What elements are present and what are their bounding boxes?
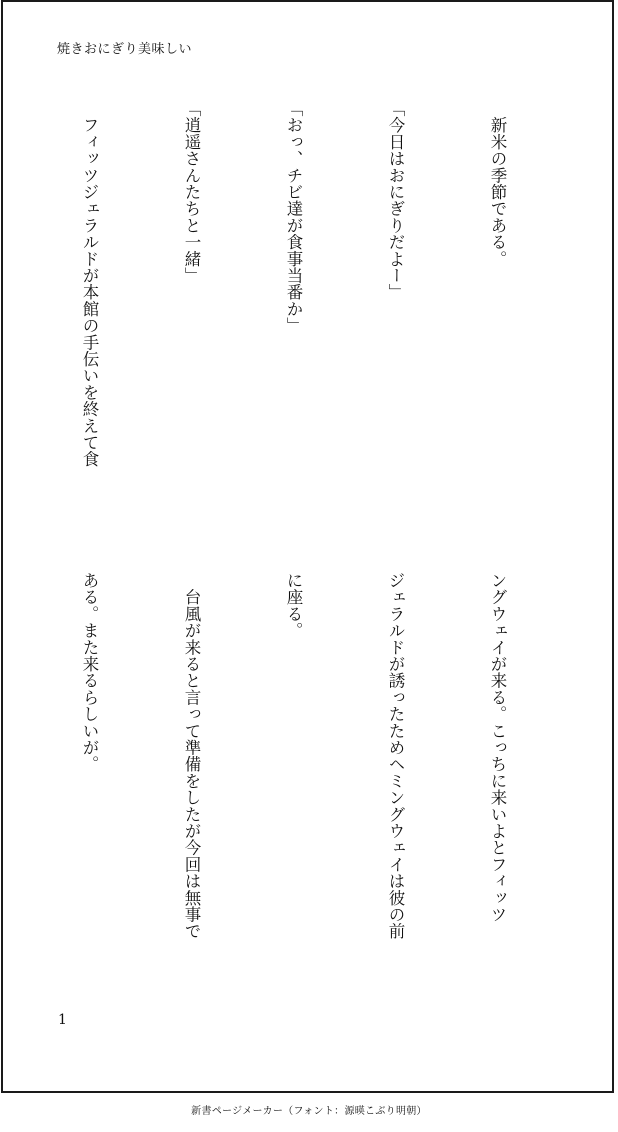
text-line: 台風が来ると言って準備をしたが今回は無事で bbox=[182, 572, 201, 940]
text-block-top bbox=[41, 100, 582, 530]
book-title: 焼きおにぎり美味しい bbox=[57, 42, 193, 57]
text-block-bottom bbox=[41, 572, 582, 1002]
text-line: 「おっ、チビ達が食事当番か」 bbox=[284, 100, 303, 334]
text-line: 「今日はおにぎりだよー」 bbox=[386, 100, 405, 301]
text-line: フィッツジェラルドが本館の手伝いを終えて食 bbox=[80, 100, 99, 468]
text-line: ジェラルドが誘ったためヘミングウェイは彼の前 bbox=[386, 572, 405, 940]
footer-caption: 新書ページメーカー（フォント：源暎こぶり明朝） bbox=[191, 1106, 427, 1117]
text-line: 新米の季節である。 bbox=[488, 100, 507, 267]
text-line: ある。また来るらしいが。 bbox=[80, 572, 99, 773]
text-line: に座る。 bbox=[284, 572, 303, 639]
text-line: 「逍遥さんたちと一緒」 bbox=[182, 100, 201, 284]
text-line: ングウェイが来る。こっちに来いよとフィッツ bbox=[488, 572, 507, 923]
page-number: 1 bbox=[58, 1012, 67, 1028]
page-frame bbox=[1, 0, 614, 1093]
